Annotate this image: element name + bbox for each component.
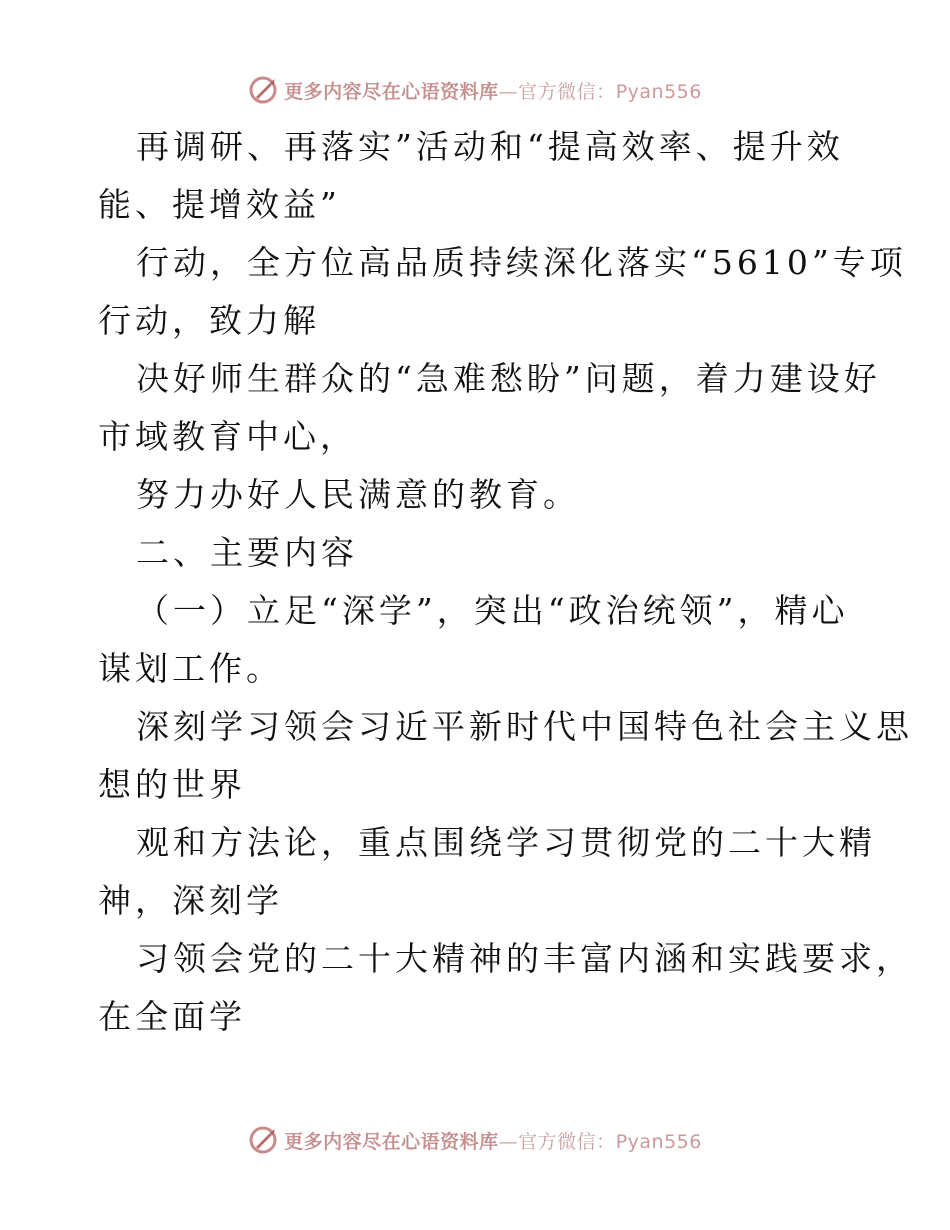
watermark-wechat-id: Pyan556 [615, 1130, 702, 1153]
body-line: 再调研、再落实”活动和“提高效率、提升效 [136, 127, 844, 166]
watermark-dash: — [498, 80, 519, 103]
watermark-wechat-label: 官方微信： [518, 80, 616, 103]
watermark-dash: — [498, 1130, 519, 1153]
body-line: 在全面学 [98, 997, 246, 1036]
body-line: 行动，全方位高品质持续深化落实“5610”专项 [136, 243, 907, 282]
watermark-brand: 更多内容尽在心语资料库 [284, 80, 499, 103]
body-line: 想的世界 [98, 765, 246, 804]
subsection-heading: （一）立足“深学”，突出“政治统领”，精心 [136, 591, 849, 630]
watermark-text [284, 77, 702, 104]
body-line: 观和方法论，重点围绕学习贯彻党的二十大精 [136, 823, 876, 862]
section-heading: 二、主要内容 [136, 533, 358, 572]
quill-pen-logo-icon [248, 1125, 278, 1155]
body-line: 决好师生群众的“急难愁盼”问题，着力建设好 [136, 359, 881, 398]
body-line: 深刻学习领会习近平新时代中国特色社会主义思 [136, 707, 913, 746]
body-line: 努力办好人民满意的教育。 [136, 475, 580, 514]
header-watermark [0, 70, 950, 110]
watermark-wechat-label: 官方微信： [518, 1130, 616, 1153]
body-line: 习领会党的二十大精神的丰富内涵和实践要求， [136, 939, 913, 978]
body-line: 神，深刻学 [98, 881, 283, 920]
watermark-wechat-id: Pyan556 [615, 80, 702, 103]
body-line: 谋划工作。 [98, 649, 283, 688]
footer-watermark [0, 1120, 950, 1160]
quill-pen-logo-icon [248, 75, 278, 105]
body-line: 能、提增效益” [98, 185, 341, 224]
watermark-text [284, 1127, 702, 1154]
body-line: 行动，致力解 [98, 301, 320, 340]
document-body [98, 118, 913, 1046]
watermark-brand: 更多内容尽在心语资料库 [284, 1130, 499, 1153]
body-line: 市域教育中心， [98, 417, 357, 456]
